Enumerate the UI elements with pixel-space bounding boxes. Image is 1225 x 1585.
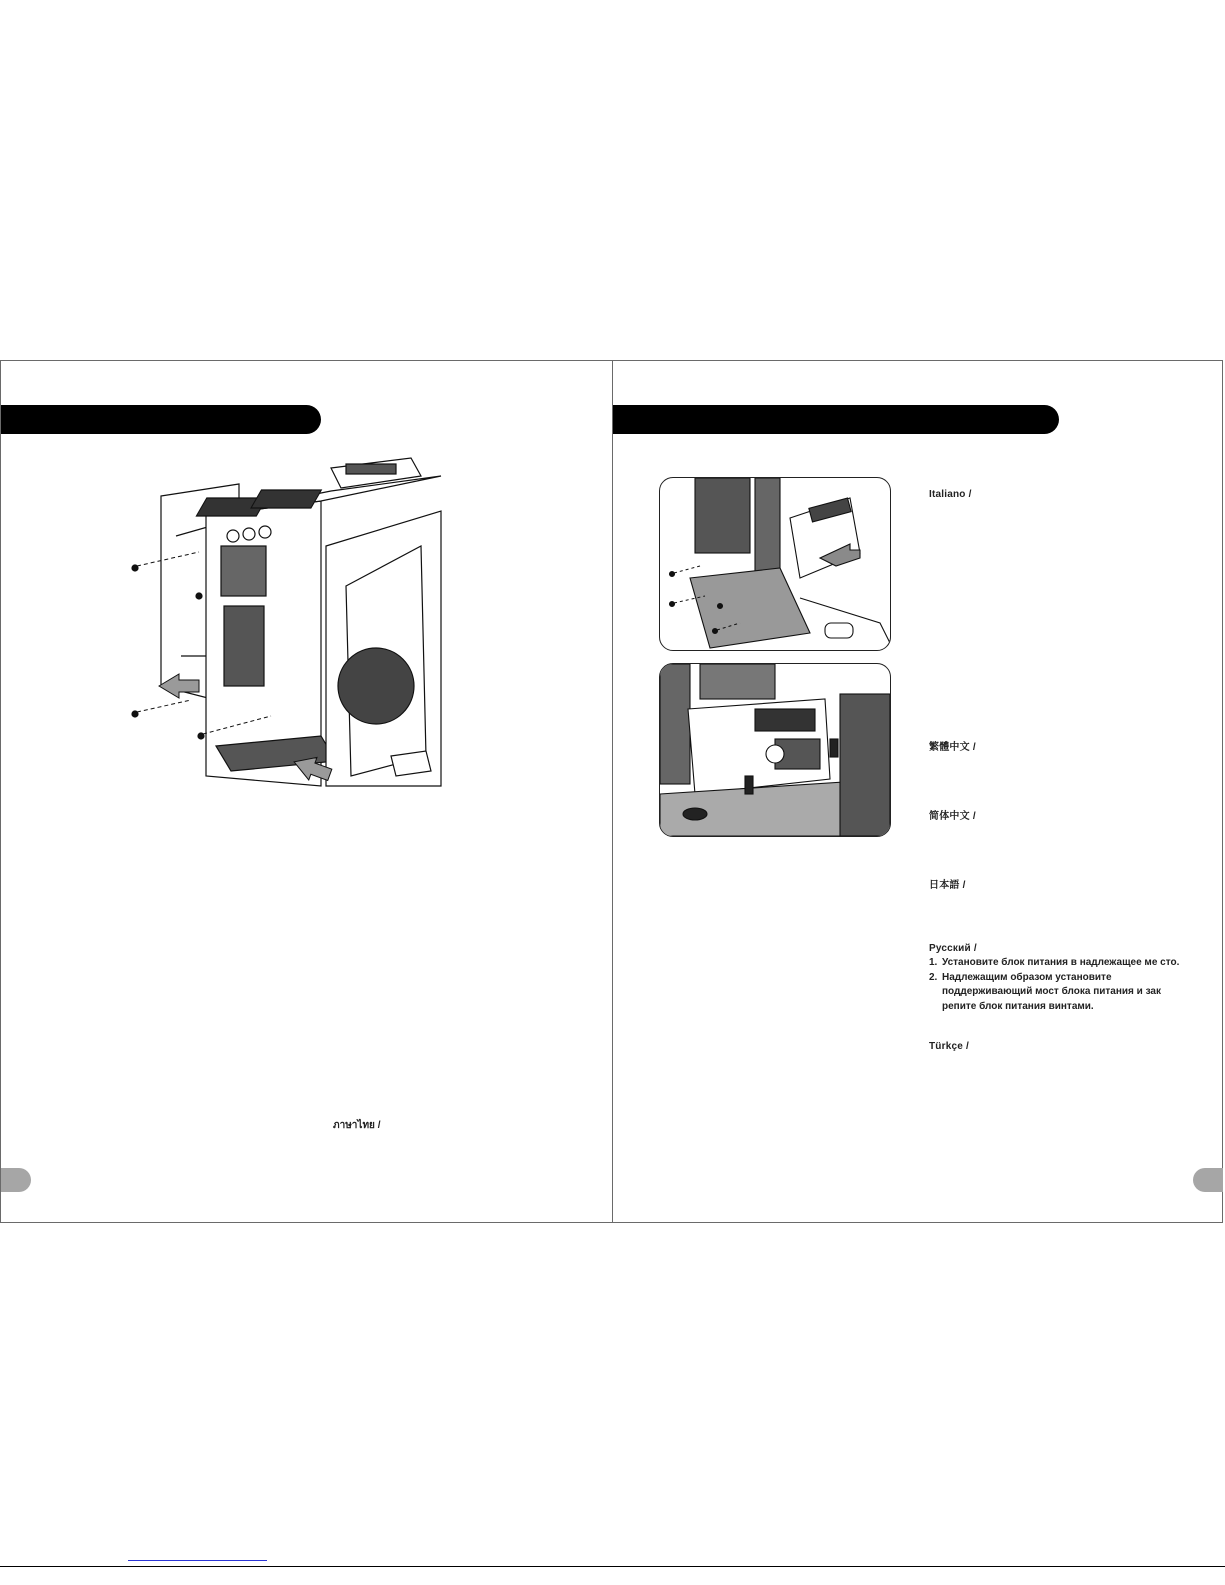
case-side-panel-removal-illustration (121, 456, 451, 796)
right-section-header-bar (613, 405, 1059, 434)
left-page-number-tab (1, 1168, 31, 1192)
lang-name: 日本語 (929, 880, 960, 891)
right-page-number-tab (1193, 1168, 1223, 1192)
russian-steps (929, 956, 1191, 1014)
lang-name: 简体中文 (929, 811, 970, 822)
lang-name: Русский (929, 943, 971, 954)
lang-name: Türkçe (929, 1041, 963, 1052)
lang-heading-italiano (929, 489, 972, 500)
lang-slash: / (966, 1041, 969, 1052)
footer-hyperlink-underline[interactable] (128, 1560, 267, 1561)
lang-heading-turkish (929, 1041, 969, 1052)
lang-heading-traditional-chinese (929, 738, 976, 753)
russian-step (929, 971, 1191, 1015)
lang-slash: / (968, 489, 972, 500)
left-page (1, 361, 613, 1222)
thai-label-slash: / (377, 1120, 381, 1131)
psu-insertion-illustration (659, 477, 891, 651)
lang-slash: / (962, 880, 966, 891)
lang-name: 繁體中文 (929, 742, 970, 753)
step-text: Надлежащим образом установите поддерживающий мост блока питания и зак репите блок питания винтами. (942, 971, 1161, 1012)
step-text: Установите блок питания в надлежащее ме сто. (942, 957, 1180, 968)
footer-rule (0, 1566, 1225, 1567)
lang-name: Italiano (929, 489, 966, 500)
right-page (613, 361, 1223, 1222)
russian-step (929, 956, 1191, 971)
thai-label-text: ภาษาไทย (333, 1120, 375, 1131)
left-section-header-bar (1, 405, 321, 434)
psu-bracket-fastening-illustration (659, 663, 891, 837)
lang-heading-simplified-chinese (929, 807, 976, 822)
manual-spread (0, 360, 1223, 1223)
thai-language-label (333, 1118, 380, 1133)
lang-slash: / (972, 742, 976, 753)
lang-heading-russian (929, 943, 977, 954)
step-number: 1. (929, 957, 938, 968)
step-number: 2. (929, 971, 938, 983)
lang-slash: / (973, 943, 977, 954)
lang-slash: / (972, 811, 976, 822)
lang-heading-japanese (929, 876, 966, 891)
